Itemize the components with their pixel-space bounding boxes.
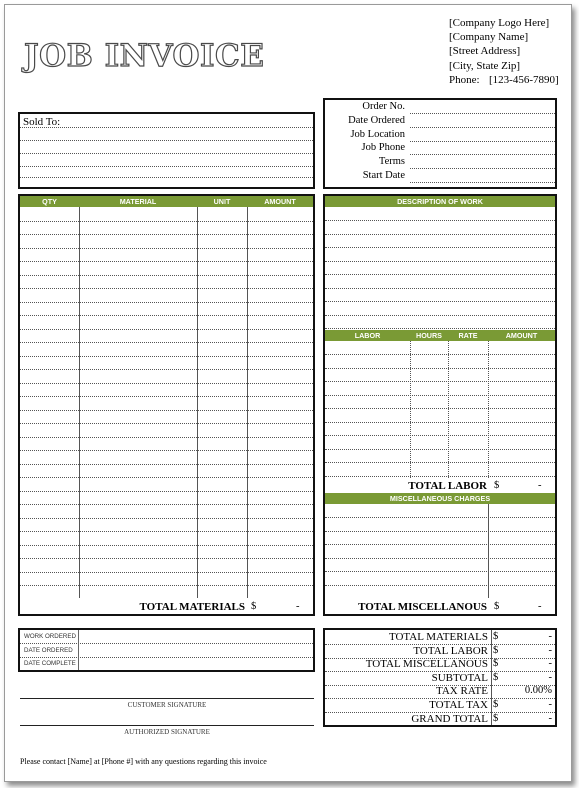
ruled-line	[325, 462, 555, 463]
ruled-line	[20, 477, 313, 478]
total-materials-value: -	[296, 601, 300, 612]
summary-value: -	[548, 631, 552, 642]
ruled-line	[20, 410, 313, 411]
total-misc-label: TOTAL MISCELLANOUS	[358, 601, 487, 613]
ruled-line	[20, 383, 313, 384]
column-divider	[197, 207, 198, 598]
order-info-box	[323, 98, 557, 189]
dates-box	[18, 628, 315, 672]
ruled-line	[325, 517, 555, 518]
summary-box	[323, 628, 557, 727]
ruled-line	[20, 356, 313, 357]
order-field-label: Job Location	[350, 128, 405, 140]
company-phone-row	[449, 73, 559, 87]
total-misc-currency: $	[494, 601, 500, 612]
total-labor-currency: $	[494, 480, 500, 491]
divider	[20, 140, 313, 141]
summary-currency: $	[493, 712, 499, 724]
divider	[20, 657, 313, 658]
order-field-label: Date Ordered	[348, 114, 405, 126]
company-phone: [123-456-7890]	[489, 73, 559, 86]
total-labor-label: TOTAL LABOR	[408, 480, 487, 492]
materials-table	[18, 194, 315, 616]
summary-currency: $	[493, 658, 499, 670]
ruled-line	[20, 450, 313, 451]
summary-label: TOTAL LABOR	[413, 644, 488, 657]
ruled-line	[20, 342, 313, 343]
sold-to-label: Sold To:	[23, 116, 61, 128]
company-city: [City, State Zip]	[449, 59, 521, 72]
summary-value: -	[548, 671, 552, 683]
ruled-line	[325, 354, 555, 355]
ruled-line	[20, 329, 313, 330]
phone-label: Phone:	[449, 73, 480, 86]
ruled-line	[325, 220, 555, 221]
order-field-input[interactable]	[410, 182, 555, 183]
header-labor: LABOR	[354, 331, 381, 340]
order-field-label: Order No.	[362, 101, 405, 112]
ruled-line	[20, 369, 313, 370]
ruled-line	[325, 368, 555, 369]
ruled-line	[325, 435, 555, 436]
ruled-line	[325, 544, 555, 545]
ruled-line	[325, 301, 555, 302]
summary-value: -	[548, 712, 552, 724]
ruled-line	[325, 422, 555, 423]
total-materials-label: TOTAL MATERIALS	[139, 601, 245, 613]
customer-signature-line[interactable]	[20, 698, 314, 699]
ruled-line	[20, 275, 313, 276]
ruled-line	[20, 221, 313, 222]
page-title: JOB INVOICE	[24, 38, 265, 74]
ruled-line	[20, 261, 313, 262]
company-name: [Company Name]	[449, 31, 529, 44]
ruled-line	[325, 449, 555, 450]
header-qty: QTY	[42, 197, 57, 206]
order-field-label: Job Phone	[361, 142, 405, 154]
authorized-signature-label: AUTHORIZED SIGNATURE	[124, 728, 210, 736]
ruled-line	[20, 248, 313, 249]
order-field-label: Start Date	[362, 170, 405, 181]
ruled-line	[325, 381, 555, 382]
ruled-line	[20, 504, 313, 505]
column-divider	[247, 207, 248, 598]
column-divider	[78, 630, 79, 670]
ruled-line	[20, 234, 313, 235]
divider	[20, 177, 313, 178]
ruled-line	[20, 288, 313, 289]
divider	[20, 643, 313, 644]
company-logo-placeholder: [Company Logo Here]	[449, 17, 550, 29]
ruled-line	[325, 585, 555, 586]
column-divider	[79, 207, 80, 598]
total-labor-value: -	[538, 480, 542, 491]
summary-label: TOTAL TAX	[429, 699, 488, 711]
date-complete-label: DATE COMPLETE	[24, 660, 76, 667]
order-field-input[interactable]	[410, 113, 555, 114]
ruled-line	[325, 288, 555, 289]
misc-header	[325, 493, 555, 504]
column-divider	[410, 341, 411, 478]
work-ordered-label: WORK ORDERED	[24, 633, 76, 640]
sold-to-box[interactable]	[18, 112, 315, 189]
divider	[20, 166, 313, 167]
ruled-line	[325, 261, 555, 262]
summary-value: -	[548, 658, 552, 670]
summary-label: TOTAL MISCELLANOUS	[365, 658, 488, 671]
ruled-line	[325, 476, 555, 477]
labor-header	[325, 330, 555, 341]
ruled-line	[20, 558, 313, 559]
authorized-signature-line[interactable]	[20, 725, 314, 726]
column-divider	[488, 504, 489, 598]
header-rate: RATE	[458, 331, 478, 340]
ruled-line	[20, 464, 313, 465]
summary-label: TOTAL MATERIALS	[388, 631, 488, 643]
company-street: [Street Address]	[449, 45, 521, 58]
total-materials-currency: $	[251, 601, 257, 612]
divider	[20, 153, 313, 154]
column-divider	[491, 630, 492, 725]
customer-signature-label: CUSTOMER SIGNATURE	[127, 701, 207, 709]
ruled-line	[325, 571, 555, 572]
divider	[20, 127, 313, 128]
ruled-line	[325, 315, 555, 316]
column-divider	[448, 341, 449, 478]
header-labor-amount: AMOUNT	[505, 331, 538, 340]
ruled-line	[20, 423, 313, 424]
ruled-line	[20, 572, 313, 573]
order-field-input[interactable]	[410, 154, 555, 155]
header-hours: HOURS	[416, 331, 442, 340]
summary-currency: $	[493, 644, 499, 656]
summary-currency: $	[493, 699, 499, 710]
order-field-input[interactable]	[410, 127, 555, 128]
ruled-line	[325, 274, 555, 275]
summary-value: 0.00%	[524, 685, 552, 697]
ruled-line	[20, 491, 313, 492]
total-misc-value: -	[538, 601, 542, 612]
ruled-line	[20, 302, 313, 303]
date-ordered-label: DATE ORDERED	[24, 647, 73, 654]
ruled-line	[325, 234, 555, 235]
order-field-input[interactable]	[410, 168, 555, 169]
ruled-line	[325, 531, 555, 532]
work-labor-misc-table	[323, 194, 557, 616]
summary-label: GRAND TOTAL	[411, 712, 488, 725]
ruled-line	[325, 558, 555, 559]
summary-currency: $	[493, 631, 499, 642]
column-divider	[488, 341, 489, 478]
ruled-line	[20, 518, 313, 519]
header-description: DESCRIPTION OF WORK	[397, 197, 483, 206]
ruled-line	[20, 396, 313, 397]
summary-label: SUBTOTAL	[431, 671, 488, 684]
summary-value: -	[548, 699, 552, 710]
order-field-input[interactable]	[410, 141, 555, 142]
ruled-line	[20, 437, 313, 438]
ruled-line	[325, 247, 555, 248]
materials-header	[20, 196, 313, 207]
ruled-line	[325, 328, 555, 329]
ruled-line	[20, 315, 313, 316]
ruled-line	[20, 531, 313, 532]
header-misc: MISCELLANEOUS CHARGES	[389, 494, 491, 503]
footer-note: Please contact [Name] at [Phone #] with any questions regarding this invoice	[20, 757, 267, 766]
description-header	[325, 196, 555, 207]
header-material: MATERIAL	[119, 197, 157, 206]
ruled-line	[20, 585, 313, 586]
order-field-label: Terms	[378, 156, 405, 168]
summary-label: TAX RATE	[436, 685, 488, 698]
ruled-line	[325, 408, 555, 409]
ruled-line	[20, 545, 313, 546]
summary-currency: $	[493, 671, 499, 683]
summary-value: -	[548, 644, 552, 656]
ruled-line	[325, 395, 555, 396]
header-unit: UNIT	[213, 197, 231, 206]
company-info	[449, 16, 559, 87]
header-amount: AMOUNT	[264, 197, 296, 206]
